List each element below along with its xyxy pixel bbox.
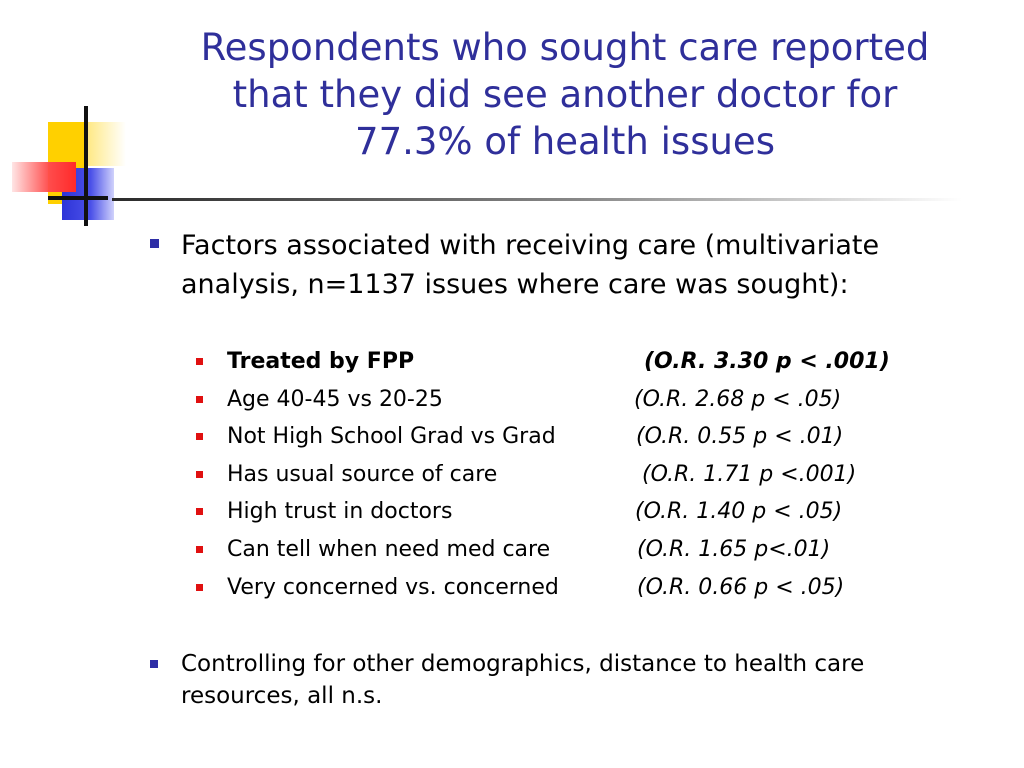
bullet-text bbox=[181, 648, 980, 712]
bullet-factors bbox=[150, 226, 980, 304]
sub-bullet-marker bbox=[196, 584, 203, 591]
slide-title-line: that they did see another doctor for bbox=[232, 73, 898, 116]
logo-vertical-line bbox=[84, 106, 88, 226]
bullet-text-line: Controlling for other demographics, distance to health care bbox=[181, 651, 865, 677]
sub-bullet-marker bbox=[196, 358, 203, 365]
factor-item bbox=[196, 493, 986, 531]
factor-item bbox=[196, 456, 986, 494]
bullet-marker bbox=[150, 239, 159, 248]
factor-label: Can tell when need med care bbox=[227, 536, 551, 562]
logo-yellow-fade bbox=[86, 122, 126, 166]
factor-item bbox=[196, 343, 986, 381]
factor-stat: (O.R. 3.30 p < .001) bbox=[644, 349, 890, 374]
sub-bullet-marker bbox=[196, 508, 203, 515]
slide-title-line: 77.3% of health issues bbox=[355, 120, 775, 163]
factor-label: Treated by FPP bbox=[227, 349, 415, 374]
bullet-text bbox=[181, 226, 980, 304]
factor-item bbox=[196, 569, 986, 607]
factor-stat: (O.R. 2.68 p < .05) bbox=[634, 386, 842, 412]
factor-label: Has usual source of care bbox=[227, 461, 498, 487]
bullet-text-line: Factors associated with receiving care (multivariate bbox=[181, 230, 880, 261]
factor-label: Very concerned vs. concerned bbox=[227, 574, 559, 600]
logo-horizontal-line bbox=[48, 196, 108, 200]
sub-bullet-marker bbox=[196, 396, 203, 403]
factor-stat: (O.R. 1.65 p<.01) bbox=[637, 536, 831, 562]
factor-label: Not High School Grad vs Grad bbox=[227, 424, 556, 450]
factors-list bbox=[196, 343, 986, 606]
factor-stat: (O.R. 1.40 p < .05) bbox=[635, 499, 843, 525]
factor-stat: (O.R. 0.55 p < .01) bbox=[636, 424, 844, 450]
decorative-logo bbox=[0, 0, 150, 240]
factor-label: High trust in doctors bbox=[227, 499, 453, 525]
factor-stat: (O.R. 0.66 p < .05) bbox=[637, 574, 845, 600]
factor-item bbox=[196, 381, 986, 419]
bullet-marker bbox=[150, 660, 158, 668]
factor-label: Age 40-45 vs 20-25 bbox=[227, 386, 443, 412]
title-divider bbox=[112, 198, 962, 201]
logo-red-bar bbox=[12, 162, 76, 192]
factor-stat: (O.R. 1.71 p <.001) bbox=[642, 461, 857, 487]
sub-bullet-marker bbox=[196, 471, 203, 478]
slide-title bbox=[150, 24, 980, 165]
bullet-text-line: resources, all n.s. bbox=[181, 683, 383, 709]
sub-bullet-marker bbox=[196, 433, 203, 440]
factor-item bbox=[196, 418, 986, 456]
slide-title-line: Respondents who sought care reported bbox=[200, 26, 930, 69]
bullet-controls bbox=[150, 648, 980, 712]
sub-bullet-marker bbox=[196, 546, 203, 553]
factor-item bbox=[196, 531, 986, 569]
bullet-text-line: analysis, n=1137 issues where care was sought): bbox=[181, 269, 849, 300]
